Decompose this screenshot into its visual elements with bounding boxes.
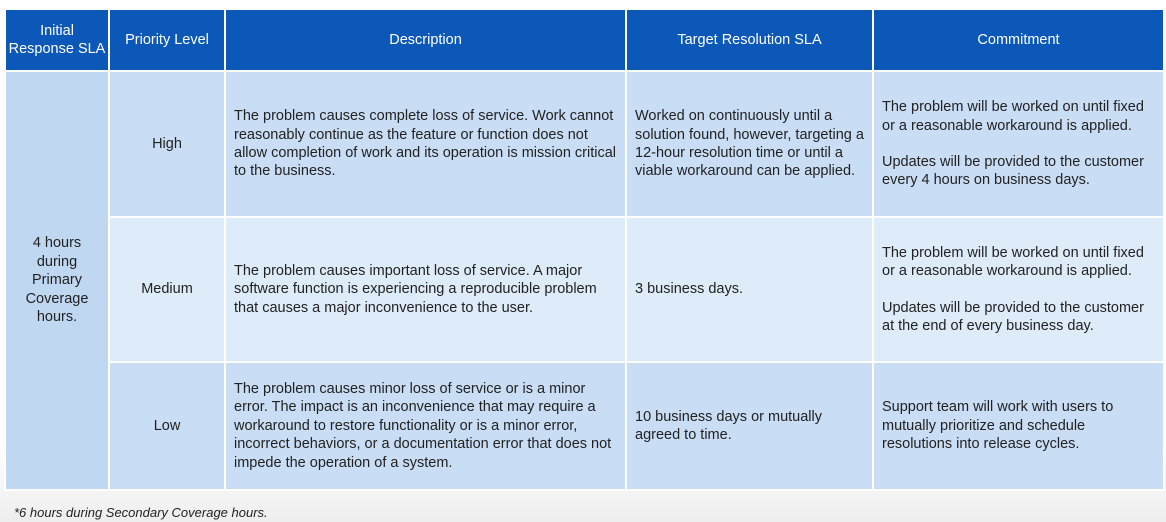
- priority-high: High: [109, 71, 225, 217]
- header-initial-response: Initial Response SLA: [5, 9, 109, 71]
- header-description: Description: [225, 9, 626, 71]
- table-row-low: [5, 362, 1164, 490]
- description-low: The problem causes minor loss of service or is a minor error. The impact is an inconvenience that may require a workaround to restore functionality or is a minor error, incorrect behaviors, or a documentation error that does not impede the operation of a system.: [225, 362, 626, 490]
- target-high: Worked on continuously until a solution found, however, targeting a 12-hour resolution time or until a viable workaround can be applied.: [626, 71, 873, 217]
- description-medium: The problem causes important loss of service. A major software function is experiencing a reproducible problem that causes a major inconvenience to the user.: [225, 217, 626, 362]
- target-medium: 3 business days.: [626, 217, 873, 362]
- priority-medium: Medium: [109, 217, 225, 362]
- header-priority-level: Priority Level: [109, 9, 225, 71]
- commitment-high-line-1: The problem will be worked on until fixed or a reasonable workaround is applied.: [882, 99, 1144, 134]
- description-high: The problem causes complete loss of service. Work cannot reasonably continue as the feature or function does not allow completion of work and its operation is mission critical to the business.: [225, 71, 626, 217]
- target-low: 10 business days or mutually agreed to time.: [626, 362, 873, 490]
- commitment-high: [873, 71, 1164, 217]
- commitment-high-line-2: Updates will be provided to the customer every 4 hours on business days.: [882, 154, 1144, 189]
- header-target-resolution: Target Resolution SLA: [626, 9, 873, 71]
- header-commitment: Commitment: [873, 9, 1164, 71]
- commitment-spacer: [882, 281, 1155, 299]
- commitment-spacer: [882, 135, 1155, 153]
- priority-low: Low: [109, 362, 225, 490]
- table-row-medium: [5, 217, 1164, 362]
- commitment-medium-line-2: Updates will be provided to the customer at the end of every business day.: [882, 299, 1144, 335]
- commitment-medium: [873, 217, 1164, 362]
- commitment-low-line-1: Support team will work with users to mutually prioritize and schedule resolutions into release cycles.: [882, 399, 1114, 453]
- initial-response-value: 4 hours during Primary Coverage hours.: [5, 71, 109, 490]
- table-row-high: [5, 71, 1164, 217]
- footnote: *6 hours during Secondary Coverage hours.: [14, 505, 268, 520]
- header-row: [5, 9, 1164, 71]
- commitment-medium-line-1: The problem will be worked on until fixed or a reasonable workaround is applied.: [882, 244, 1144, 280]
- commitment-low: [873, 362, 1164, 490]
- sla-table: [4, 8, 1165, 491]
